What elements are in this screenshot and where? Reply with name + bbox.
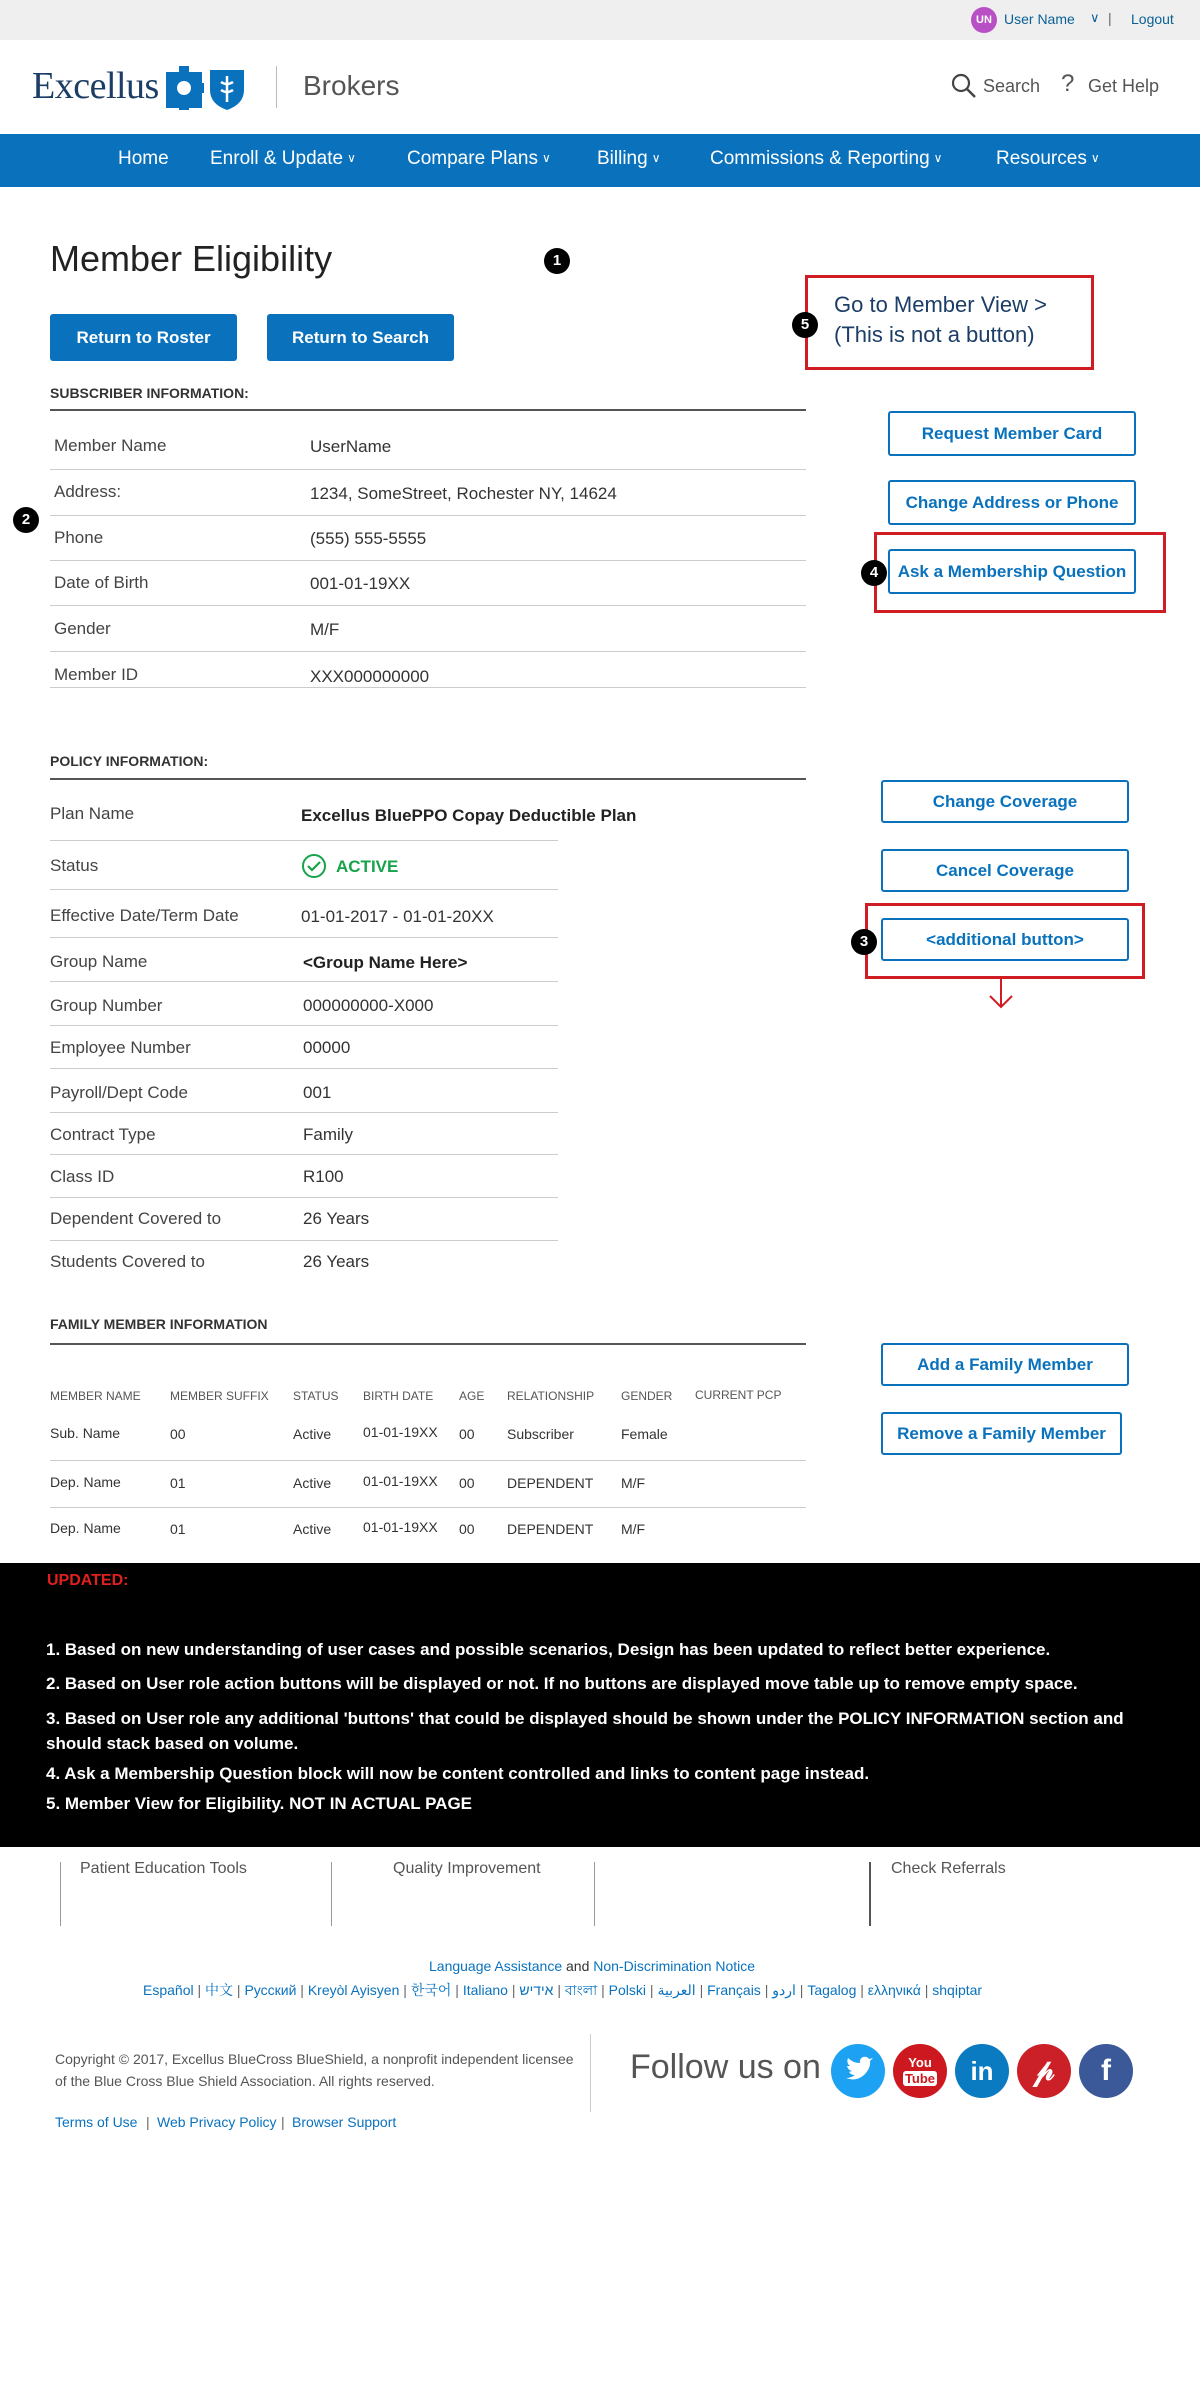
member-name-value: UserName	[310, 437, 392, 456]
additional-button[interactable]: <additional button>	[881, 918, 1129, 961]
change-address-phone-button[interactable]: Change Address or Phone	[888, 480, 1136, 525]
plan-name-value: Excellus BluePPO Copay Deductible Plan	[301, 806, 637, 825]
group-name-label: Group Name	[50, 952, 148, 971]
note-item: 2. Based on User role action buttons will be displayed or not. If no buttons are displayed move table up to remove empty space.	[46, 1674, 1078, 1693]
member-view-link[interactable]	[834, 290, 1047, 350]
language-separator: |	[856, 1982, 868, 1998]
col-birth-date: BIRTH DATE	[363, 1389, 434, 1403]
col-gender: GENDER	[621, 1389, 673, 1403]
row-divider	[50, 1154, 558, 1155]
language-link[interactable]: Polski	[608, 1982, 647, 1998]
class-id-label: Class ID	[50, 1167, 115, 1186]
nav-label: Enroll & Update	[210, 148, 344, 169]
cancel-coverage-button[interactable]: Cancel Coverage	[881, 849, 1129, 892]
language-separator: |	[193, 1982, 206, 1998]
language-separator: |	[233, 1982, 245, 1998]
phone-label: Phone	[54, 528, 104, 547]
add-family-member-button[interactable]: Add a Family Member	[881, 1343, 1129, 1386]
chevron-down-icon: ∨	[651, 151, 661, 165]
note-item: 5. Member View for Eligibility. NOT IN ACTUAL PAGE	[46, 1794, 473, 1813]
facebook-icon[interactable]: f	[1079, 2044, 1133, 2098]
row-divider	[50, 1068, 558, 1069]
family-cell: 01-01-19XX	[363, 1473, 438, 1489]
language-list	[143, 1979, 1063, 2003]
footer-column-divider	[60, 1862, 61, 1926]
follow-divider	[590, 2034, 591, 2112]
row-divider	[50, 651, 806, 652]
return-to-search-button[interactable]: Return to Search	[267, 314, 454, 361]
policy-section-heading: POLICY INFORMATION:	[50, 753, 209, 769]
language-separator: |	[760, 1982, 773, 1998]
row-divider	[50, 1197, 558, 1198]
language-link[interactable]: 中文	[205, 1982, 234, 1998]
language-link[interactable]: ελληνικά	[867, 1982, 921, 1998]
row-divider	[50, 889, 558, 890]
effective-date-label: Effective Date/Term Date	[50, 906, 239, 925]
col-relationship: RELATIONSHIP	[507, 1389, 595, 1403]
language-link[interactable]: বাংলা	[564, 1982, 598, 1998]
nav-label: Commissions & Reporting	[710, 148, 930, 169]
search-link[interactable]: Search	[983, 76, 1041, 96]
browser-support-link[interactable]: Browser Support	[292, 2114, 397, 2130]
family-cell: 00	[170, 1426, 186, 1442]
note-item: 3. Based on User role any additional 'buttons' that could be displayed should be shown under the POLICY INFORMATION section and should stack based on volume.	[46, 1709, 1124, 1753]
address-value: 1234, SomeStreet, Rochester NY, 14624	[310, 484, 617, 503]
family-cell: M/F	[621, 1475, 646, 1491]
family-cell: 01	[170, 1521, 186, 1537]
chevron-down-icon: ∨	[347, 151, 356, 165]
remove-family-member-button[interactable]: Remove a Family Member	[881, 1412, 1122, 1455]
return-to-roster-button[interactable]: Return to Roster	[50, 314, 237, 361]
linkedin-icon[interactable]: in	[955, 2044, 1009, 2098]
topbar-separator: |	[1108, 10, 1112, 26]
family-cell: Subscriber	[507, 1426, 574, 1442]
pinterest-icon[interactable]: 𝓅	[1017, 2044, 1071, 2098]
notes-title: UPDATED:	[47, 1572, 129, 1589]
nav-label: Billing	[597, 148, 648, 169]
contract-type-label: Contract Type	[50, 1125, 156, 1144]
plan-name-label: Plan Name	[50, 804, 135, 823]
language-separator: |	[507, 1982, 520, 1998]
language-separator: |	[296, 1982, 308, 1998]
payroll-code-value: 001	[303, 1083, 332, 1102]
payroll-code-label: Payroll/Dept Code	[50, 1083, 188, 1102]
annotation-badge-5: 5	[792, 312, 818, 338]
footer-link-check-referrals[interactable]: Check Referrals	[891, 1860, 1006, 1877]
privacy-link[interactable]: Web Privacy Policy	[157, 2114, 277, 2130]
students-covered-value: 26 Years	[303, 1252, 370, 1271]
user-menu-label[interactable]: User Name	[1004, 11, 1075, 27]
member-id-value: XXX000000000	[310, 667, 430, 686]
subscriber-section-heading: SUBSCRIBER INFORMATION:	[50, 385, 249, 401]
footer-column-divider	[869, 1862, 871, 1926]
portal-name: Brokers	[303, 70, 400, 101]
row-divider	[50, 687, 806, 688]
language-link[interactable]: العربية	[657, 1982, 696, 1998]
language-separator: |	[553, 1982, 565, 1998]
nav-compare-plans[interactable]	[407, 148, 551, 170]
follow-us-label: Follow us on	[630, 2048, 821, 2086]
avatar[interactable]: UN	[971, 7, 997, 33]
logo-divider	[276, 66, 277, 108]
nav-label: Resources	[996, 148, 1087, 169]
class-id-value: R100	[303, 1167, 344, 1186]
language-separator: |	[646, 1982, 658, 1998]
language-link[interactable]: אידיש	[519, 1982, 554, 1998]
copyright-text: Copyright © 2017, Excellus BlueCross BlueShield, a nonprofit independent licensee of the Blue Cross Blue Shield Association. All rights reserved.	[55, 2051, 574, 2089]
youtube-icon[interactable]: You Tube	[893, 2044, 947, 2098]
row-divider	[50, 937, 558, 938]
note-item: 1. Based on new understanding of user cases and possible scenarios, Design has been updated to reflect better experience.	[46, 1640, 1051, 1659]
member-name-label: Member Name	[54, 436, 167, 455]
group-name-value: <Group Name Here>	[303, 953, 468, 972]
nav-label: Home	[118, 148, 169, 169]
member-view-line-2: (This is not a button)	[834, 322, 1035, 347]
family-cell: Active	[293, 1521, 332, 1537]
question-icon[interactable]: ?	[1061, 70, 1075, 97]
col-member-name: MEMBER NAME	[50, 1389, 141, 1403]
chevron-down-icon: ∨	[933, 151, 943, 165]
language-link[interactable]: shqiptar	[932, 1982, 983, 1998]
row-divider	[50, 1240, 558, 1241]
language-assistance-link[interactable]: Language Assistance	[429, 1958, 563, 1974]
gender-value: M/F	[310, 620, 340, 639]
language-link[interactable]: Italiano	[462, 1982, 508, 1998]
family-cell: 00	[459, 1521, 475, 1537]
footer-separator: |	[146, 2114, 150, 2130]
change-coverage-button[interactable]: Change Coverage	[881, 780, 1129, 823]
check-circle-icon	[301, 853, 327, 879]
row-divider	[50, 560, 806, 561]
note-item: 4. Ask a Membership Question block will now be content controlled and links to content page instead.	[46, 1764, 870, 1783]
contract-type-value: Family	[303, 1125, 354, 1144]
request-member-card-button[interactable]: Request Member Card	[888, 411, 1136, 456]
family-cell: 01-01-19XX	[363, 1519, 438, 1535]
section-rule	[50, 409, 806, 411]
col-member-suffix: MEMBER SUFFIX	[170, 1389, 269, 1403]
annotation-badge-2: 2	[13, 507, 39, 533]
family-cell: Female	[621, 1426, 668, 1442]
row-divider	[50, 1112, 558, 1113]
ask-membership-question-button[interactable]: Ask a Membership Question	[888, 549, 1136, 594]
family-cell: Dep. Name	[50, 1474, 121, 1490]
col-status: STATUS	[293, 1389, 339, 1403]
annotation-badge-3: 3	[851, 929, 877, 955]
language-separator: |	[795, 1982, 808, 1998]
table-row-divider	[50, 1507, 806, 1508]
search-icon[interactable]	[951, 73, 977, 99]
dependent-covered-value: 26 Years	[303, 1209, 370, 1228]
employee-number-value: 00000	[303, 1038, 351, 1057]
nav-enroll-update[interactable]	[210, 148, 356, 170]
terms-link[interactable]: Terms of Use	[55, 2114, 138, 2130]
member-id-label: Member ID	[54, 665, 139, 684]
language-separator: |	[695, 1982, 708, 1998]
family-cell: M/F	[621, 1521, 646, 1537]
family-cell: DEPENDENT	[507, 1521, 594, 1537]
language-assistance-line	[429, 1958, 755, 1974]
family-cell: 00	[459, 1475, 475, 1491]
twitter-icon[interactable]	[831, 2044, 885, 2098]
dob-value: 001-01-19XX	[310, 574, 411, 593]
page-title: Member Eligibility	[50, 238, 333, 279]
language-separator: |	[399, 1982, 411, 1998]
footer-column-divider	[594, 1862, 595, 1926]
col-current-pcp: CURRENT PCP	[695, 1388, 782, 1402]
non-discrimination-link[interactable]: Non-Discrimination Notice	[593, 1958, 756, 1974]
family-cell: Sub. Name	[50, 1425, 121, 1441]
bcbs-logo-icon	[166, 66, 248, 110]
row-divider	[50, 981, 558, 982]
footer-link-quality-improvement[interactable]: Quality Improvement	[393, 1860, 541, 1877]
family-cell: 01	[170, 1475, 186, 1491]
arrow-down-icon	[986, 979, 1016, 1009]
chevron-down-icon: ∨	[1090, 151, 1100, 165]
nav-label: Compare Plans	[407, 148, 538, 169]
section-rule	[50, 1343, 806, 1345]
row-divider	[50, 1025, 558, 1026]
language-link[interactable]: 한국어	[410, 1982, 452, 1998]
address-label: Address:	[54, 482, 122, 501]
language-link[interactable]: اردو	[772, 1982, 796, 1998]
row-divider	[50, 840, 558, 841]
language-separator: |	[451, 1982, 463, 1998]
family-section-heading: FAMILY MEMBER INFORMATION	[50, 1316, 268, 1332]
family-cell: Dep. Name	[50, 1520, 121, 1536]
logout-link[interactable]: Logout	[1131, 11, 1174, 27]
row-divider	[50, 469, 806, 470]
nav-billing[interactable]	[597, 148, 661, 170]
language-and: and	[566, 1958, 590, 1974]
status-label: Status	[50, 856, 99, 875]
member-view-line-1: Go to Member View >	[834, 292, 1047, 317]
dependent-covered-label: Dependent Covered to	[50, 1209, 222, 1228]
language-link[interactable]: Kreyòl Ayisyen	[307, 1982, 400, 1998]
phone-value: (555) 555-5555	[310, 529, 427, 548]
row-divider	[50, 515, 806, 516]
language-link[interactable]: Español	[143, 1982, 194, 1998]
footer-separator: |	[281, 2114, 285, 2130]
language-separator: |	[597, 1982, 609, 1998]
nav-resources[interactable]	[996, 148, 1100, 170]
students-covered-label: Students Covered to	[50, 1252, 205, 1271]
language-separator: |	[920, 1982, 933, 1998]
table-row-divider	[50, 1460, 806, 1461]
annotation-badge-4: 4	[861, 560, 887, 586]
family-cell: 00	[459, 1426, 475, 1442]
nav-commissions-reporting[interactable]	[710, 148, 942, 170]
annotation-badge-1: 1	[544, 248, 570, 274]
effective-date-value: 01-01-2017 - 01-01-20XX	[301, 907, 494, 926]
family-cell: Active	[293, 1426, 332, 1442]
family-cell: 01-01-19XX	[363, 1424, 438, 1440]
section-rule	[50, 778, 806, 780]
help-link[interactable]: Get Help	[1088, 76, 1160, 96]
language-link[interactable]: Français	[707, 1982, 761, 1998]
language-link[interactable]: Tagalog	[807, 1982, 857, 1998]
nav-home[interactable]	[118, 148, 169, 170]
footer-link-patient-education[interactable]: Patient Education Tools	[80, 1860, 247, 1877]
group-number-value: 000000000-X000	[303, 996, 434, 1015]
family-cell: DEPENDENT	[507, 1475, 594, 1491]
status-value: ACTIVE	[336, 857, 399, 876]
family-cell: Active	[293, 1475, 332, 1491]
row-divider	[50, 605, 806, 606]
chevron-down-icon: ∨	[541, 151, 551, 165]
group-number-label: Group Number	[50, 996, 163, 1015]
chevron-down-icon[interactable]: ∨	[1090, 10, 1100, 25]
gender-label: Gender	[54, 619, 111, 638]
col-age: AGE	[459, 1389, 485, 1403]
employee-number-label: Employee Number	[50, 1038, 191, 1057]
logo-wordmark[interactable]: Excellus	[32, 65, 159, 107]
language-link[interactable]: Русский	[244, 1982, 297, 1998]
footer-column-divider	[331, 1862, 332, 1926]
dob-label: Date of Birth	[54, 573, 149, 592]
